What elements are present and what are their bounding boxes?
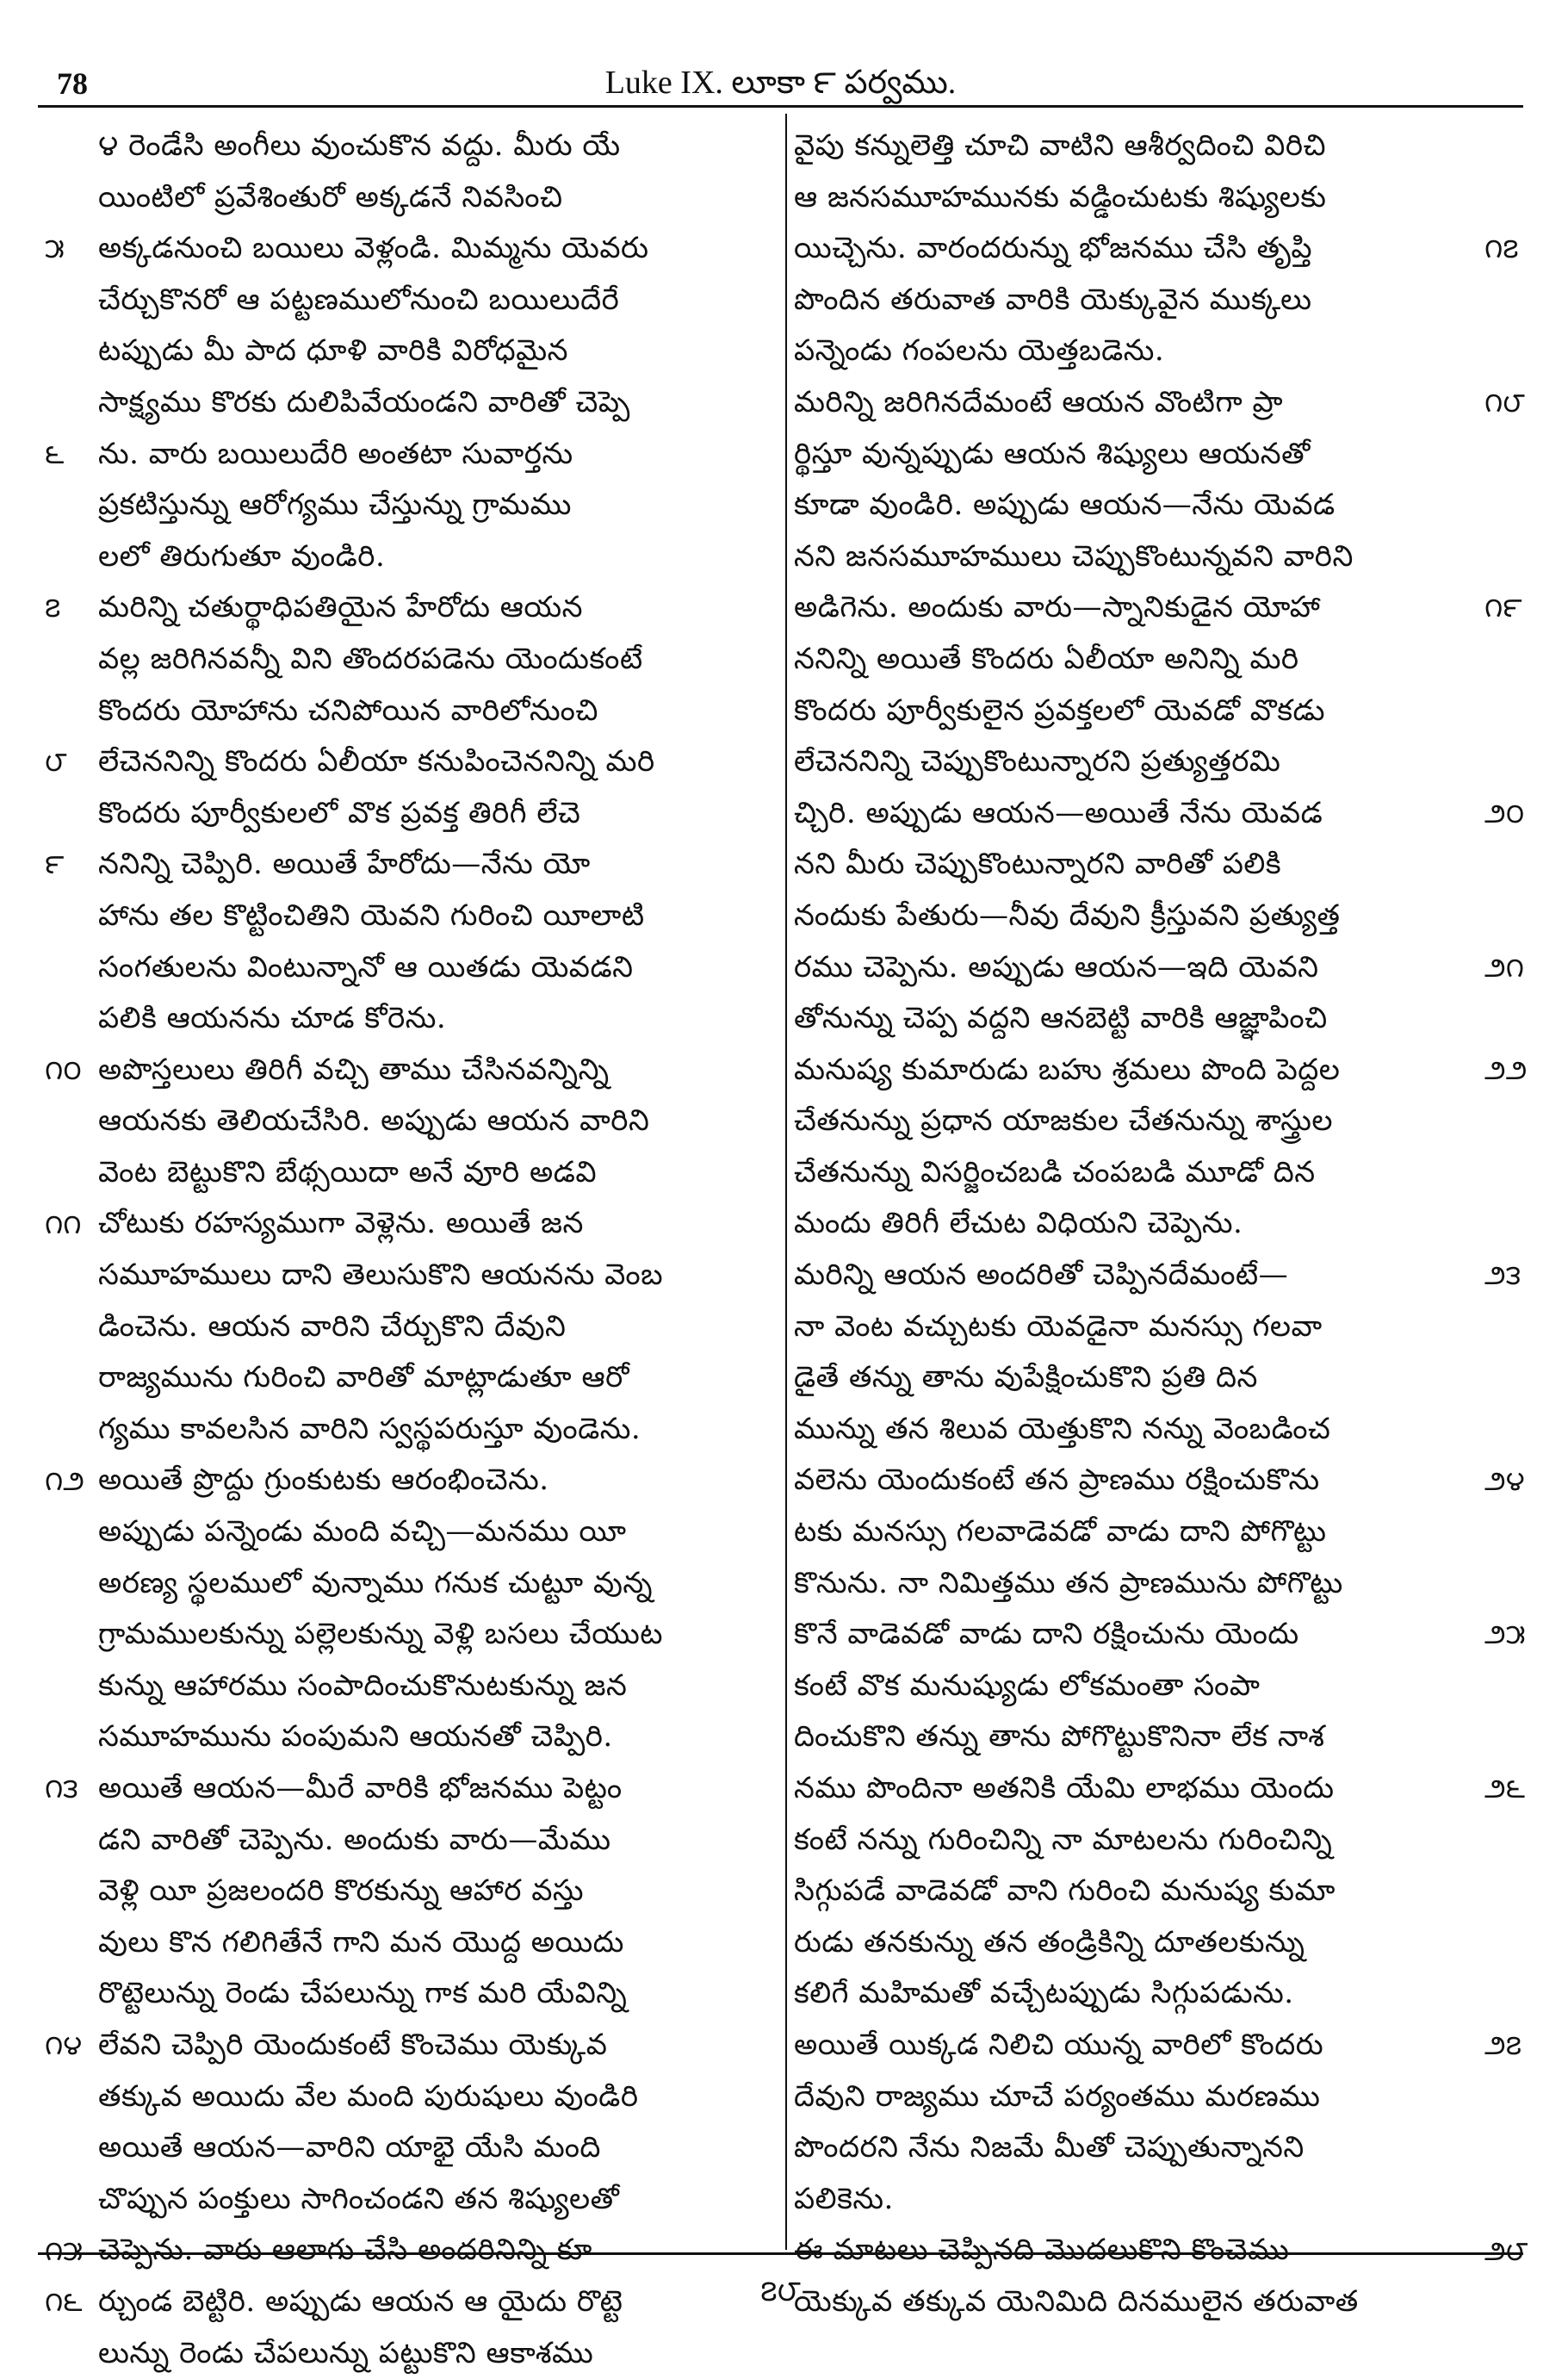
left-column (98, 121, 778, 2379)
verse-number: ౧౫ (45, 2233, 84, 2267)
text-line: నా వెంట వచ్చుటకు యెవడైనా మనస్సు గలవా (794, 1308, 1323, 1344)
verse-number: ౧౮ (1484, 386, 1525, 419)
text-line: అయితే ఆయన—వారిని యాభై యేసి మంది (98, 2130, 601, 2165)
verse-number: ౨౦ (1484, 796, 1525, 829)
text-line: సమూహములు దాని తెలుసుకొని ఆయనను వెంబ (98, 1258, 664, 1293)
page-number: 78 (57, 66, 88, 101)
text-line: చొప్పున పంక్తులు సాగించండని తన శిష్యులతో (98, 2181, 620, 2216)
verse-number: ౧౬ (45, 2285, 83, 2319)
text-line: వెంట బెట్టుకొని బేథ్సయిదా అనే వూరి అడవి (98, 1154, 598, 1190)
text-line: అయితే ప్రొద్దు గ్రుంకుటకు ఆరంభించెను. (98, 1463, 549, 1498)
text-line: చేతనున్ను విసర్జించబడి చంపబడి మూడో దిన (794, 1154, 1316, 1190)
verse-number: ౨౪ (1484, 1463, 1525, 1497)
text-line: డని వారితో చెప్పెను. అందుకు వారు—మేము (98, 1822, 611, 1857)
text-line: అడిగెను. అందుకు వారు—స్నానికుడైన యోహా (794, 590, 1321, 625)
verse-number: ౭ (45, 591, 61, 624)
verse-number: ౧౯ (1484, 591, 1522, 624)
text-line: చేర్చుకొనరో ఆ పట్టణములోనుంచి బయిలుదేరే (98, 282, 620, 317)
verse-number: ౧౧ (45, 1207, 82, 1240)
text-line: ననిన్ని చెప్పిరి. అయితే హేరోదు—నేను యో (98, 847, 591, 882)
text-line: సిగ్గుపడే వాడెవడో వాని గురించి మనుష్య కుమా (794, 1873, 1336, 1909)
verse-number: ౧౭ (1484, 232, 1519, 265)
verse-number: ౨౫ (1484, 1618, 1526, 1651)
text-line: టకు మనస్సు గలవాడెవడో వాడు దాని పోగొట్టు (794, 1514, 1327, 1550)
text-line: మరిన్ని జరిగినదేమంటే ఆయన వొంటిగా ప్రా (794, 384, 1284, 419)
text-line: ననిన్ని అయితే కొందరు ఏలీయా అనిన్ని మరి (794, 641, 1299, 676)
text-line: హాను తల కొట్టించితిని యెవని గురించి యీలాటి (98, 898, 645, 933)
verse-number: ౨౩ (1484, 1258, 1522, 1292)
footer-rule (38, 2252, 1523, 2255)
running-title: Luke IX. లూకా ౯ పర్వము. (604, 65, 957, 101)
verse-number: ౧౩ (45, 1772, 78, 1805)
text-line: ను. వారు బయిలుదేరి అంతటా సువార్తను (98, 436, 573, 471)
text-line: సాక్ష్యము కొరకు దులిపివేయండని వారితో చెప్పె (98, 384, 630, 419)
text-line: చోటుకు రహస్యముగా వెళ్లెను. అయితే జన (98, 1206, 584, 1241)
text-line: కొనే వాడెవడో వాడు దాని రక్షించును యెందు (794, 1617, 1299, 1652)
verse-number: ౨౨ (1484, 1053, 1528, 1086)
text-line: పలికెను. (794, 2181, 894, 2216)
text-line: వైపు కన్నులెత్తి చూచి వాటిని ఆశీర్వదించి విరిచి (794, 128, 1327, 163)
text-line: కున్ను ఆహారము సంపాదించుకొనుటకున్ను జన (98, 1668, 628, 1703)
verse-number: ౧౦ (45, 1053, 82, 1086)
text-line: నని మీరు చెప్పుకొంటున్నారని వారితో పలికి (794, 847, 1282, 882)
header-rule (38, 105, 1523, 108)
column-divider (785, 114, 787, 2250)
text-line: లేచెననిన్ని కొందరు ఏలీయా కనుపించెననిన్ని మరి (98, 744, 655, 780)
text-line: యింటిలో ప్రవేశింతురో అక్కడనే నివసించి (98, 179, 563, 214)
text-line: ప్రకటిస్తున్ను ఆరోగ్యము చేస్తున్ను గ్రామము (98, 488, 572, 523)
verse-number: ౧౨ (45, 1463, 85, 1497)
text-line: దించుకొని తన్ను తాను పోగొట్టుకొనినా లేక నాశ (794, 1719, 1325, 1755)
text-line: పొందిన తరువాత వారికి యెక్కువైన ముక్కలు (794, 282, 1312, 317)
text-line: లేవని చెప్పిరి యెందుకంటే కొంచెము యెక్కువ (98, 2027, 608, 2062)
text-line: సంగతులను వింటున్నానో ఆ యితడు యెవడని (98, 949, 634, 985)
text-line: పొందరని నేను నిజమే మీతో చెప్పుతున్నానని (794, 2130, 1305, 2165)
text-line: గ్రామములకున్ను పల్లెలకున్ను వెళ్లి బసలు చేయుట (98, 1617, 663, 1652)
text-line: తక్కువ అయిదు వేల మంది పురుషులు వుండిరి (98, 2078, 639, 2114)
text-line: టప్పుడు మీ పాద ధూళి వారికి విరోధమైన (98, 333, 569, 369)
text-line: రము చెప్పెను. అప్పుడు ఆయన—ఇది యెవని (794, 949, 1319, 985)
verse-number: ౨౬ (1484, 1772, 1526, 1805)
text-line: పన్నెండు గంపలను యెత్తబడెను. (794, 333, 1165, 369)
text-line: కంటే నన్ను గురించిన్ని నా మాటలను గురించిన్ని (794, 1822, 1333, 1857)
text-line: అరణ్య స్థలములో వున్నాము గనుక చుట్టూ వున్న (98, 1565, 653, 1600)
text-line: ర్చుండ బెట్టిరి. అప్పుడు ఆయన ఆ యైదు రొట్టె (98, 2283, 623, 2319)
bible-page (38, 34, 1528, 2370)
text-line: మనుష్య కుమారుడు బహు శ్రమలు పొంది పెద్దల (794, 1052, 1341, 1087)
verse-number: ౨౧ (1484, 950, 1525, 984)
verse-number: ౯ (45, 848, 65, 881)
text-line: కొందరు పూర్వీకులైన ప్రవక్తలలో యెవడో వొకడు (794, 693, 1325, 728)
verse-number: ౨౭ (1484, 2028, 1522, 2062)
text-line: దేవుని రాజ్యము చూచే పర్యంతము మరణము (794, 2078, 1321, 2114)
text-line: అయితే ఆయన—మీరే వారికి భోజనము పెట్టం (98, 1771, 623, 1805)
text-line: వెళ్లి యీ ప్రజలందరి కొరకున్ను ఆహార వస్తు (98, 1873, 585, 1909)
verse-number: ౧౪ (45, 2028, 83, 2062)
text-line: అప్పుడు పన్నెండు మంది వచ్చి—మనము యీ (98, 1514, 627, 1550)
text-line: రాజ్యమును గురించి వారితో మాట్లాడుతూ ఆరో (98, 1360, 629, 1395)
text-line: నము పొందినా అతనికి యేమి లాభము యెందు (794, 1771, 1335, 1805)
text-line: రుడు తనకున్ను తన తండ్రికిన్ని దూతలకున్ను (794, 1924, 1305, 1960)
text-line: కూడా వుండిరి. అప్పుడు ఆయన—నేను యెవడ (794, 488, 1336, 523)
text-line: వల్ల జరిగినవన్నీ విని తొందరపడెను యెందుకంటే (98, 641, 643, 676)
right-column (794, 121, 1474, 2328)
text-line: రొట్టెలున్ను రెండు చేపలున్ను గాక మరి యేవిన్ని (98, 1976, 628, 2011)
text-line: కొనును. నా నిమిత్తము తన ప్రాణమును పోగొట్టు (794, 1565, 1343, 1600)
verse-number: ౫ (45, 232, 65, 265)
printer-signature: ౭౮ (760, 2274, 801, 2308)
text-line: చెప్పెను. వారు ఆలాగు చేసి అందరినిన్ని కూ (98, 2233, 592, 2268)
text-line: అక్కడనుంచి బయిలు వెళ్లండి. మిమ్మను యెవరు (98, 231, 649, 266)
text-line: మరిన్ని ఆయన అందరితో చెప్పినదేమంటే— (794, 1258, 1289, 1293)
text-line: యిచ్చెను. వారందరున్ను భోజనము చేసి తృప్తి (794, 231, 1313, 266)
text-line: లలో తిరుగుతూ వుండిరి. (98, 538, 386, 574)
text-line: మందు తిరిగీ లేచుట విధియని చెప్పెను. (794, 1206, 1243, 1241)
text-line: యెక్కువ తక్కువ యెనిమిది దినములైన తరువాత (794, 2283, 1359, 2319)
text-line: ఆయనకు తెలియచేసిరి. అప్పుడు ఆయన వారిని (98, 1103, 650, 1139)
text-line: అపొస్తలులు తిరిగీ వచ్చి తాము చేసినవన్నిన్ని (98, 1052, 610, 1087)
text-line: వులు కొన గలిగితేనే గాని మన యొద్ద అయిదు (98, 1924, 624, 1960)
verse-number: ౮ (45, 745, 67, 779)
text-line: మున్ను తన శిలువ యెత్తుకొని నన్ను వెంబడించ (794, 1411, 1331, 1446)
text-line: డైతే తన్ను తాను వుపేక్షించుకొని ప్రతి దిన (794, 1360, 1258, 1395)
text-line: సమూహమును పంపుమని ఆయనతో చెప్పిరి. (98, 1719, 613, 1755)
text-line: లేచెననిన్ని చెప్పుకొంటున్నారని ప్రత్యుత్తరమి (794, 744, 1281, 780)
text-line: కొందరు పూర్వీకులలో వొక ప్రవక్త తిరిగీ లేచె (98, 795, 581, 830)
page-header (38, 34, 1523, 112)
verse-number: ౬ (45, 437, 65, 470)
text-line: పలికి ఆయనను చూడ కోరెను. (98, 1001, 447, 1036)
text-line: కొందరు యోహాను చనిపోయిన వారిలోనుంచి (98, 693, 598, 728)
text-line: నని జనసమూహములు చెప్పుకొంటున్నవని వారిని (794, 538, 1354, 574)
text-line: తోనున్ను చెప్ప వద్దని ఆనబెట్టి వారికి ఆజ్ఞాపించి (794, 1001, 1328, 1036)
text-line: ఈ మాటలు చెప్పినది మొదలుకొని కొంచెము (794, 2233, 1290, 2268)
text-line: డించెను. ఆయన వారిని చేర్చుకొని దేవుని (98, 1308, 567, 1344)
text-line: లున్ను రెండు చేపలున్ను పట్టుకొని ఆకాశము (98, 2335, 594, 2370)
text-line: కలిగే మహిమతో వచ్చేటప్పుడు సిగ్గుపడును. (794, 1976, 1294, 2011)
text-line: చేతనున్ను ప్రధాన యాజకుల చేతనున్ను శాస్త్రుల (794, 1103, 1334, 1139)
text-line: ర్థిస్తూ వున్నప్పుడు ఆయన శిష్యులు ఆయనతో (794, 436, 1311, 471)
text-line: గ్యము కావలసిన వారిని స్వస్థపరుస్తూ వుండెను. (98, 1411, 641, 1446)
text-line: వలెను యెందుకంటే తన ప్రాణము రక్షించుకొను (794, 1463, 1320, 1498)
text-line: అయితే యిక్కడ నిలిచి యున్న వారిలో కొందరు (794, 2027, 1324, 2062)
text-line: కంటే వొక మనుష్యుడు లోకమంతా సంపా (794, 1668, 1261, 1703)
text-line: చ్చిరి. అప్పుడు ఆయన—అయితే నేను యెవడ (794, 795, 1323, 830)
text-line: నందుకు పేతురు—నీవు దేవుని క్రీస్తువని ప్రత్యుత్త (794, 898, 1341, 933)
text-line: ౪ రెండేసి అంగీలు వుంచుకొన వద్దు. మీరు యే (98, 128, 621, 163)
verse-number: ౨౮ (1484, 2233, 1528, 2267)
text-line: మరిన్ని చతుర్థాధిపతియైన హేరోదు ఆయన (98, 590, 583, 625)
text-line: ఆ జనసమూహమునకు వడ్డించుటకు శిష్యులకు (794, 179, 1327, 214)
